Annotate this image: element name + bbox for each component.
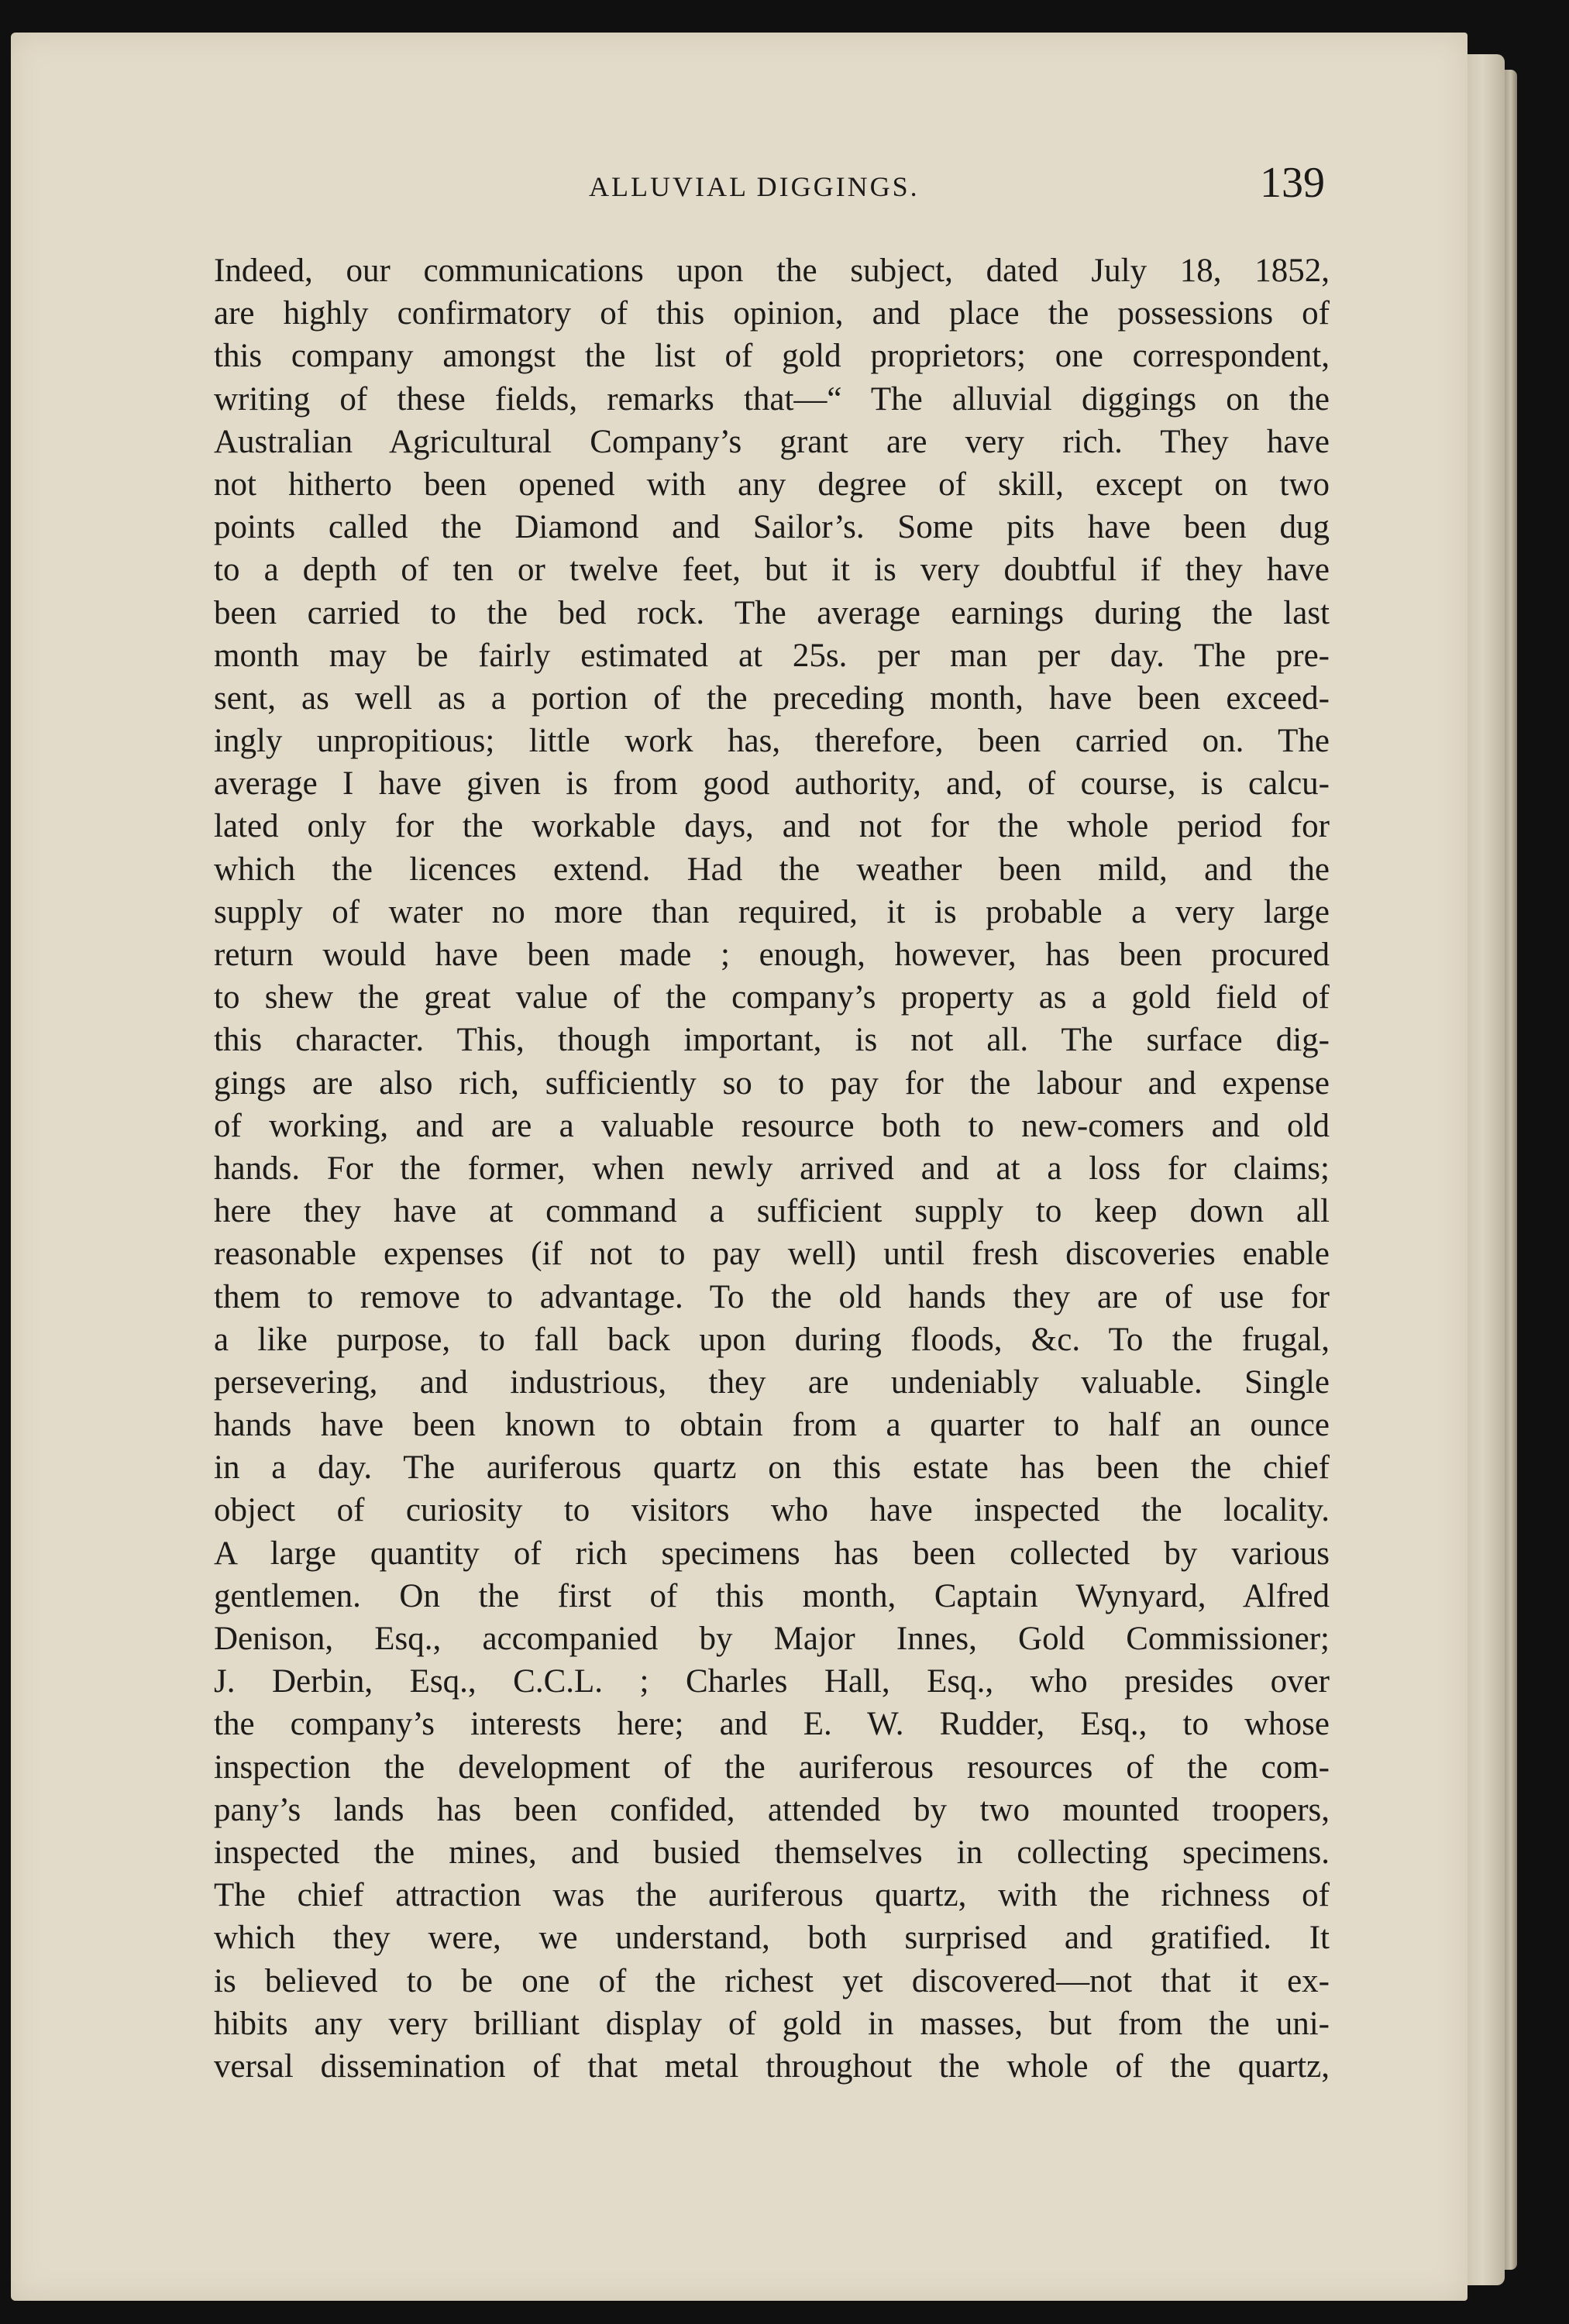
text-line: gentlemen. On the first of this month, Captain Wynyard, Alfred bbox=[214, 1577, 1330, 1614]
text-line: which the licences extend. Had the weather been mild, and the bbox=[214, 851, 1330, 888]
text-line: the company’s interests here; and E. W. Rudder, Esq., to whose bbox=[214, 1706, 1330, 1743]
text-line: to shew the great value of the company’s property as a gold field of bbox=[214, 979, 1330, 1016]
text-line: hibits any very brilliant display of gold in masses, but from the uni- bbox=[214, 2005, 1330, 2042]
text-line: Australian Agricultural Company’s grant are very rich. They have bbox=[214, 423, 1330, 460]
text-line: them to remove to advantage. To the old hands they are of use for bbox=[214, 1278, 1330, 1315]
text-line: object of curiosity to visitors who have inspected the locality. bbox=[214, 1492, 1330, 1529]
text-line: Denison, Esq., accompanied by Major Innes, Gold Commissioner; bbox=[214, 1621, 1330, 1657]
text-line: month may be fairly estimated at 25s. per man per day. The pre- bbox=[214, 637, 1330, 674]
running-head bbox=[201, 155, 1325, 217]
text-line: gings are also rich, sufficiently so to pay for the labour and expense bbox=[214, 1064, 1330, 1102]
page-number: 139 bbox=[1260, 159, 1325, 207]
text-line: writing of these fields, remarks that—“ The alluvial diggings on the bbox=[214, 380, 1330, 418]
text-line: a like purpose, to fall back upon during floods, &c. To the frugal, bbox=[214, 1321, 1330, 1358]
text-line: this character. This, though important, is not all. The surface dig- bbox=[214, 1022, 1330, 1059]
text-line: which they were, we understand, both surprised and gratified. It bbox=[214, 1920, 1330, 1957]
text-line: of working, and are a valuable resource both to new-comers and old bbox=[214, 1107, 1330, 1144]
running-head-title: ALLUVIAL DIGGINGS. bbox=[589, 171, 920, 202]
text-line: pany’s lands has been confided, attended by two mounted troopers, bbox=[214, 1791, 1330, 1828]
text-line: here they have at command a sufficient supply to keep down all bbox=[214, 1193, 1330, 1230]
text-line: points called the Diamond and Sailor’s. Some pits have been dug bbox=[214, 509, 1330, 546]
text-line: Indeed, our communications upon the subject, dated July 18, 1852, bbox=[214, 253, 1330, 289]
text-line: been carried to the bed rock. The average earnings during the last bbox=[214, 594, 1330, 631]
text-line: sent, as well as a portion of the preceding month, have been exceed- bbox=[214, 679, 1330, 717]
text-line: reasonable expenses (if not to pay well) until fresh discoveries enable bbox=[214, 1236, 1330, 1273]
text-line: not hitherto been opened with any degree of skill, except on two bbox=[214, 466, 1330, 503]
page-fore-edge bbox=[1467, 54, 1505, 2285]
text-line: to a depth of ten or twelve feet, but it is very doubtful if they have bbox=[214, 552, 1330, 589]
text-line: this company amongst the list of gold proprietors; one correspondent, bbox=[214, 338, 1330, 375]
text-line: lated only for the workable days, and not for the whole period for bbox=[214, 808, 1330, 845]
text-line: is believed to be one of the richest yet discovered—not that it ex- bbox=[214, 1962, 1330, 1999]
text-line: The chief attraction was the auriferous quartz, with the richness of bbox=[214, 1877, 1330, 1914]
text-line: versal dissemination of that metal throughout the whole of the quartz, bbox=[214, 2047, 1330, 2085]
text-line: in a day. The auriferous quartz on this estate has been the chief bbox=[214, 1449, 1330, 1487]
text-line: hands. For the former, when newly arrived and at a loss for claims; bbox=[214, 1150, 1330, 1187]
text-line: are highly confirmatory of this opinion, and place the possessions of bbox=[214, 295, 1330, 332]
text-line: ingly unpropitious; little work has, therefore, been carried on. The bbox=[214, 723, 1330, 760]
text-line: hands have been known to obtain from a quarter to half an ounce bbox=[214, 1407, 1330, 1444]
text-line: J. Derbin, Esq., C.C.L. ; Charles Hall, Esq., who presides over bbox=[214, 1663, 1330, 1700]
body-text bbox=[214, 249, 1330, 2088]
text-line: A large quantity of rich specimens has been collected by various bbox=[214, 1535, 1330, 1572]
text-line: persevering, and industrious, they are undeniably valuable. Single bbox=[214, 1363, 1330, 1401]
text-line: supply of water no more than required, it is probable a very large bbox=[214, 893, 1330, 930]
text-line: average I have given is from good authority, and, of course, is calcu- bbox=[214, 765, 1330, 803]
text-line: return would have been made ; enough, however, has been procured bbox=[214, 937, 1330, 973]
text-line: inspection the development of the auriferous resources of the com- bbox=[214, 1748, 1330, 1786]
text-line: inspected the mines, and busied themselves in collecting specimens. bbox=[214, 1834, 1330, 1871]
